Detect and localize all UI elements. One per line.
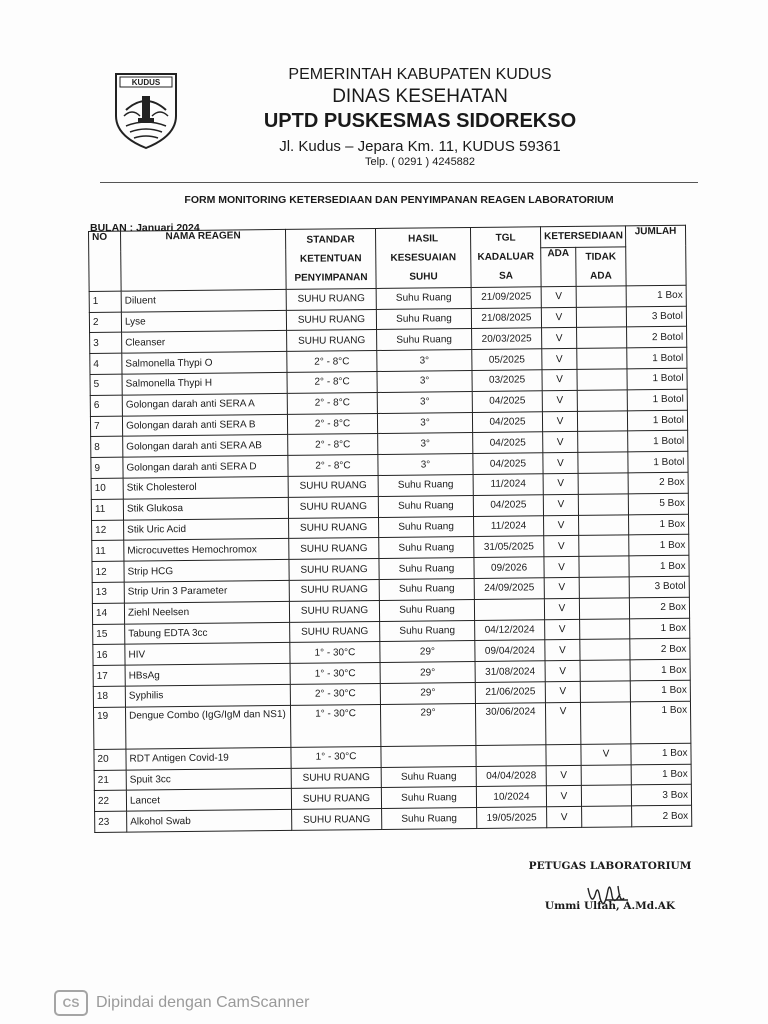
cell-ada: V	[544, 577, 579, 598]
cell-hasil: Suhu Ruang	[378, 495, 473, 517]
cell-hasil: Suhu Ruang	[379, 599, 474, 621]
cell-nama: Golongan darah anti SERA B	[122, 414, 287, 437]
cell-no: 11	[91, 499, 123, 520]
cell-hasil: 29°	[380, 641, 475, 663]
cell-standar: SUHU RUANG	[287, 330, 377, 352]
cell-jumlah: 2 Box	[628, 472, 688, 493]
cell-tidak-ada	[577, 327, 627, 348]
header-tidak-ada: TIDAK ADA	[576, 247, 626, 287]
cell-tidak-ada	[578, 473, 628, 494]
cell-no: 19	[93, 707, 125, 749]
cell-ada: V	[546, 786, 581, 807]
cell-tidak-ada	[578, 431, 628, 452]
cell-jumlah: 2 Botol	[627, 327, 687, 348]
cell-no: 9	[91, 457, 123, 478]
cell-hasil: 29°	[380, 682, 475, 704]
cell-nama: Diluent	[121, 289, 286, 312]
header-jumlah: JUMLAH	[625, 225, 686, 285]
cell-jumlah: 1 Box	[629, 555, 689, 576]
cell-jumlah: 1 Box	[631, 764, 691, 785]
header-ketersediaan: KETERSEDIAAN	[540, 226, 625, 248]
cell-tidak-ada	[577, 348, 627, 369]
cell-ada	[546, 744, 581, 765]
cell-tgl: 30/06/2024	[475, 702, 545, 745]
cell-jumlah: 3 Box	[631, 785, 691, 806]
kudus-coat-of-arms-logo	[112, 70, 180, 150]
cell-ada: V	[542, 328, 577, 349]
cell-standar: SUHU RUANG	[292, 809, 382, 831]
cell-no: 10	[91, 478, 123, 499]
cell-standar: 1° - 30°C	[290, 663, 380, 685]
cell-hasil: 3°	[378, 433, 473, 455]
cell-ada: V	[544, 536, 579, 557]
cell-jumlah: 1 Botol	[627, 389, 687, 410]
cell-ada: V	[543, 494, 578, 515]
cell-hasil: 3°	[377, 370, 472, 392]
cell-no: 2	[89, 312, 121, 333]
cell-hasil: Suhu Ruang	[376, 308, 471, 330]
cell-standar: SUHU RUANG	[289, 559, 379, 581]
cell-jumlah: 1 Box	[630, 680, 690, 701]
cell-tgl: 21/06/2025	[475, 682, 545, 704]
cell-tgl: 20/03/2025	[472, 328, 542, 350]
cell-no: 15	[93, 624, 125, 645]
cell-hasil	[381, 745, 476, 767]
cell-tgl: 10/2024	[476, 786, 546, 808]
cell-ada: V	[545, 681, 580, 702]
cell-hasil: Suhu Ruang	[378, 474, 473, 496]
cell-no: 11	[92, 541, 124, 562]
cell-no: 7	[90, 416, 122, 437]
cell-no: 12	[92, 561, 124, 582]
camscanner-text: Dipindai dengan CamScanner	[96, 994, 310, 1011]
cell-tgl: 11/2024	[474, 515, 544, 537]
cell-standar: 2° - 8°C	[287, 371, 377, 393]
cell-tgl	[474, 598, 544, 620]
cell-hasil: Suhu Ruang	[379, 516, 474, 538]
cell-hasil: 3°	[377, 350, 472, 372]
cell-ada: V	[543, 432, 578, 453]
cell-jumlah: 1 Box	[630, 659, 690, 680]
cell-jumlah: 2 Box	[632, 805, 692, 826]
cell-no: 8	[91, 437, 123, 458]
cell-jumlah: 1 Botol	[627, 410, 687, 431]
cell-tidak-ada	[579, 577, 629, 598]
cell-hasil: 3°	[377, 391, 472, 413]
cell-tidak-ada	[576, 306, 626, 327]
cell-tidak-ada	[580, 681, 630, 702]
letterhead-government: PEMERINTAH KABUPATEN KUDUS	[288, 66, 552, 83]
cell-hasil: 29°	[380, 662, 475, 684]
cell-ada: V	[543, 473, 578, 494]
cell-standar: SUHU RUANG	[289, 579, 379, 601]
cell-nama: Spuit 3cc	[126, 768, 291, 791]
cell-jumlah: 1 Box	[626, 285, 686, 306]
cell-tgl: 21/09/2025	[471, 287, 541, 309]
cell-standar: 1° - 30°C	[290, 642, 380, 664]
cell-jumlah: 1 Botol	[627, 347, 687, 368]
cell-tgl: 21/08/2025	[471, 307, 541, 329]
cell-standar: SUHU RUANG	[290, 621, 380, 643]
header-ada: ADA	[541, 247, 576, 286]
cell-ada: V	[541, 286, 576, 307]
letterhead-phone: Telp. ( 0291 ) 4245882	[364, 156, 476, 168]
cell-standar: SUHU RUANG	[289, 517, 379, 539]
cell-tidak-ada	[579, 535, 629, 556]
cell-jumlah: 1 Botol	[628, 431, 688, 452]
cell-ada: V	[547, 806, 582, 827]
cell-hasil: Suhu Ruang	[380, 620, 475, 642]
table-row	[93, 701, 690, 749]
cell-nama: Salmonella Thypi H	[122, 372, 287, 395]
cell-ada: V	[545, 640, 580, 661]
cell-tidak-ada	[577, 390, 627, 411]
cell-tgl: 04/12/2024	[475, 619, 545, 641]
cell-nama: Stik Cholesterol	[123, 476, 288, 499]
cell-tidak-ada	[576, 286, 626, 307]
cell-ada: V	[546, 765, 581, 786]
cell-standar: SUHU RUANG	[291, 788, 381, 810]
header-standar: STANDAR KETENTUAN PENYIMPANAN	[285, 228, 376, 289]
cell-no: 16	[93, 644, 125, 665]
cell-hasil: Suhu Ruang	[381, 787, 476, 809]
cell-tgl	[476, 744, 546, 766]
reagent-table	[88, 225, 692, 833]
cell-ada: V	[541, 307, 576, 328]
cell-tidak-ada	[581, 785, 631, 806]
cell-tidak-ada: V	[581, 744, 631, 765]
cell-tidak-ada	[580, 702, 630, 745]
cell-standar: SUHU RUANG	[289, 600, 379, 622]
cell-nama: Strip Urin 3 Parameter	[124, 580, 289, 603]
cell-nama: Alkohol Swab	[127, 810, 292, 833]
cell-jumlah: 5 Box	[628, 493, 688, 514]
cell-nama: Cleanser	[122, 331, 287, 354]
cell-jumlah: 1 Box	[630, 618, 690, 639]
cell-standar: 2° - 8°C	[287, 351, 377, 373]
cell-standar: SUHU RUANG	[288, 475, 378, 497]
cell-nama: RDT Antigen Covid-19	[126, 747, 291, 770]
cell-tidak-ada	[582, 806, 632, 827]
cell-standar: SUHU RUANG	[288, 496, 378, 518]
cell-ada: V	[543, 453, 578, 474]
cell-tgl: 04/2025	[472, 411, 542, 433]
letterhead	[250, 66, 590, 168]
cell-jumlah: 1 Box	[630, 701, 690, 744]
cell-tidak-ada	[579, 514, 629, 535]
cell-jumlah: 3 Botol	[626, 306, 686, 327]
cell-standar: 2° - 8°C	[287, 392, 377, 414]
cell-tidak-ada	[581, 764, 631, 785]
cell-ada: V	[542, 411, 577, 432]
cell-hasil: Suhu Ruang	[381, 766, 476, 788]
cell-ada: V	[542, 369, 577, 390]
cell-nama: Syphilis	[125, 684, 290, 707]
cell-no: 18	[93, 686, 125, 707]
cell-hasil: Suhu Ruang	[379, 578, 474, 600]
cell-tgl: 19/05/2025	[477, 807, 547, 829]
cell-ada: V	[544, 515, 579, 536]
cell-nama: Lyse	[121, 310, 286, 333]
cell-no: 3	[90, 333, 122, 354]
cell-tgl: 09/2026	[474, 557, 544, 579]
svg-text:KUDUS: KUDUS	[131, 78, 161, 87]
cell-nama: Salmonella Thypi O	[122, 352, 287, 375]
cell-tidak-ada	[580, 639, 630, 660]
cell-nama: Microcuvettes Hemochromox	[124, 539, 289, 562]
cell-hasil: 29°	[380, 703, 475, 746]
cell-jumlah: 1 Box	[629, 535, 689, 556]
table-body	[89, 285, 692, 832]
cell-hasil: Suhu Ruang	[377, 329, 472, 351]
cell-jumlah: 2 Box	[629, 597, 689, 618]
cell-nama: Golongan darah anti SERA A	[122, 393, 287, 416]
cell-no: 4	[90, 353, 122, 374]
cell-nama: Stik Uric Acid	[124, 518, 289, 541]
cell-hasil: 3°	[377, 412, 472, 434]
header-hasil: HASIL KESESUAIAN SUHU	[375, 227, 471, 288]
cell-nama: HBsAg	[125, 664, 290, 687]
cell-standar: 2° - 30°C	[290, 683, 380, 705]
cell-no: 20	[94, 749, 126, 770]
cell-hasil: Suhu Ruang	[376, 287, 471, 309]
cell-standar: SUHU RUANG	[286, 288, 376, 310]
month-label: BULAN : Januari 2024	[90, 222, 200, 234]
cell-no: 23	[95, 811, 127, 832]
cell-nama: HIV	[125, 643, 290, 666]
cell-hasil: Suhu Ruang	[382, 808, 477, 830]
signature-title: PETUGAS LABORATORIUM	[528, 860, 692, 872]
cell-standar: 1° - 30°C	[291, 746, 381, 768]
letterhead-unit: UPTD PUSKESMAS SIDOREKSO	[263, 110, 577, 132]
form-title: FORM MONITORING KETERSEDIAAN DAN PENYIMPANAN REAGEN LABORATORIUM	[184, 194, 614, 206]
cell-nama: Dengue Combo (IgG/IgM dan NS1)	[125, 705, 290, 749]
cell-tgl: 09/04/2024	[475, 640, 545, 662]
cell-no: 1	[89, 291, 121, 312]
cell-tgl: 04/2025	[473, 453, 543, 475]
cell-tidak-ada	[578, 452, 628, 473]
cell-hasil: 3°	[378, 454, 473, 476]
header-no: NO	[89, 231, 122, 291]
header-tgl: TGL KADALUAR SA	[470, 227, 541, 288]
cell-tidak-ada	[579, 598, 629, 619]
cell-ada: V	[545, 619, 580, 640]
cell-tgl: 24/09/2025	[474, 578, 544, 600]
cell-standar: SUHU RUANG	[286, 309, 376, 331]
cell-standar: SUHU RUANG	[289, 538, 379, 560]
cell-no: 13	[92, 582, 124, 603]
cell-nama: Golongan darah anti SERA AB	[123, 435, 288, 458]
cell-no: 12	[92, 520, 124, 541]
cell-nama: Ziehl Neelsen	[124, 601, 289, 624]
cell-ada: V	[544, 557, 579, 578]
cell-tidak-ada	[577, 410, 627, 431]
cell-tgl: 04/2025	[473, 495, 543, 517]
camscanner-icon: CS	[54, 990, 88, 1016]
cell-tgl: 04/2025	[473, 432, 543, 454]
cell-ada: V	[544, 598, 579, 619]
cell-tidak-ada	[578, 494, 628, 515]
cell-standar: 2° - 8°C	[287, 413, 377, 435]
cell-jumlah: 1 Box	[628, 514, 688, 535]
cell-no: 5	[90, 374, 122, 395]
cell-tidak-ada	[580, 660, 630, 681]
signature-block	[520, 860, 700, 912]
cell-nama: Tabung EDTA 3cc	[125, 622, 290, 645]
letterhead-divider	[100, 182, 698, 183]
cell-jumlah: 2 Box	[630, 639, 690, 660]
camscanner-watermark	[54, 990, 309, 1016]
cell-ada: V	[542, 390, 577, 411]
cell-jumlah: 1 Botol	[627, 368, 687, 389]
cell-no: 17	[93, 665, 125, 686]
cell-standar: 2° - 8°C	[288, 455, 378, 477]
cell-jumlah: 1 Box	[631, 743, 691, 764]
signature-name: Ummi Ulfah, A.Md.AK	[544, 900, 676, 912]
cell-nama: Lancet	[126, 789, 291, 812]
cell-no: 14	[92, 603, 124, 624]
cell-tgl: 04/2025	[472, 391, 542, 413]
cell-tgl: 03/2025	[472, 370, 542, 392]
cell-standar: 2° - 8°C	[288, 434, 378, 456]
cell-jumlah: 1 Botol	[628, 451, 688, 472]
cell-nama: Stik Glukosa	[123, 497, 288, 520]
cell-tgl: 11/2024	[473, 474, 543, 496]
cell-tgl: 05/2025	[472, 349, 542, 371]
cell-tgl: 31/05/2025	[474, 536, 544, 558]
cell-tidak-ada	[580, 618, 630, 639]
cell-no: 21	[94, 770, 126, 791]
cell-jumlah: 3 Botol	[629, 576, 689, 597]
letterhead-address: Jl. Kudus – Jepara Km. 11, KUDUS 59361	[279, 138, 561, 155]
cell-nama: Strip HCG	[124, 560, 289, 583]
cell-hasil: Suhu Ruang	[379, 537, 474, 559]
cell-ada: V	[542, 349, 577, 370]
cell-tgl: 31/08/2024	[475, 661, 545, 683]
letterhead-agency: DINAS KESEHATAN	[332, 86, 508, 107]
cell-nama: Golongan darah anti SERA D	[123, 456, 288, 479]
cell-ada: V	[545, 661, 580, 682]
cell-no: 22	[94, 790, 126, 811]
cell-tidak-ada	[579, 556, 629, 577]
header-nama: NAMA REAGEN	[121, 229, 287, 291]
cell-standar: 1° - 30°C	[290, 704, 380, 747]
cell-standar: SUHU RUANG	[291, 767, 381, 789]
cell-ada: V	[545, 702, 580, 744]
cell-no: 6	[90, 395, 122, 416]
cell-tidak-ada	[577, 369, 627, 390]
cell-hasil: Suhu Ruang	[379, 558, 474, 580]
cell-tgl: 04/04/2028	[476, 765, 546, 787]
